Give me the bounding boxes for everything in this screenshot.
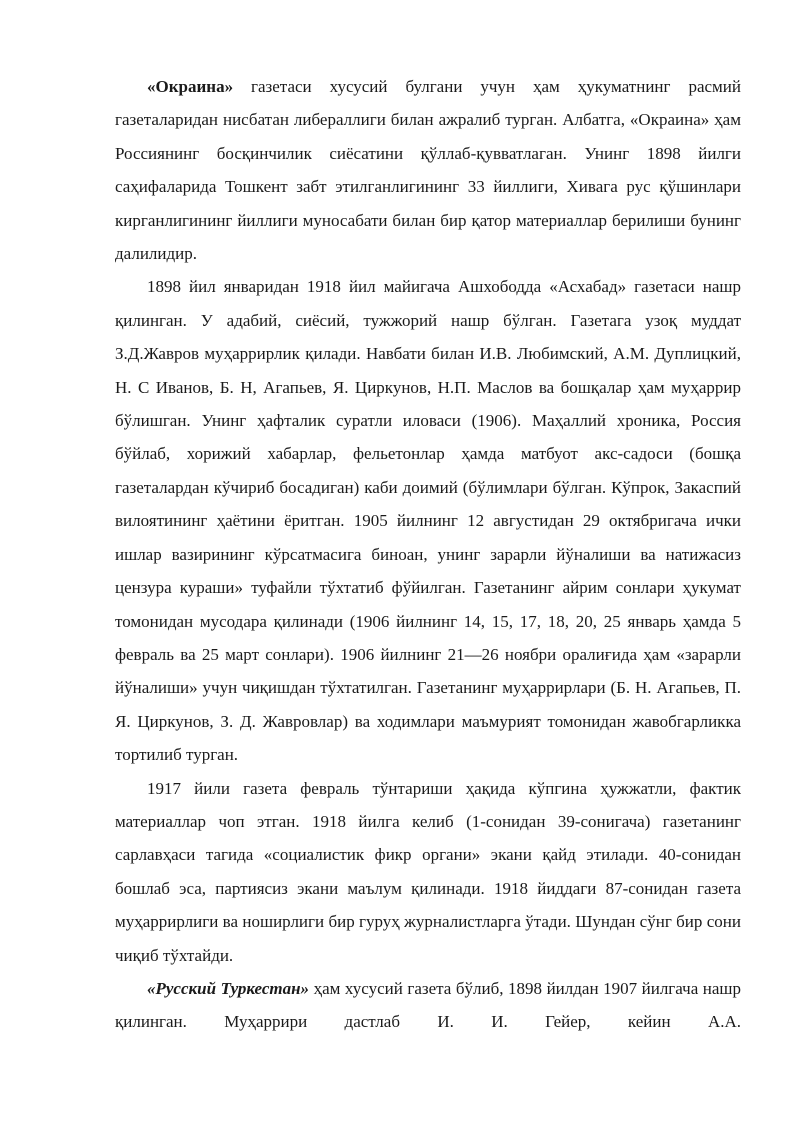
paragraph-okraina xyxy=(115,70,741,270)
paragraph-text: 1898 йил январидан 1918 йил майигача Ашхободда «Асхабад» газетаси нашр қилинган. У адабий, сиёсий, тужжорий нашр бўлган. Газетага узоқ муддат З.Д.Жавров муҳаррирлик қилади. Навбати билан И.В. Любимский, А.М. Дуплицкий, Н. С Иванов, Б. Н, Агапьев, Я. Циркунов, Н.П. Маслов ва бошқалар ҳам муҳаррир бўлишган. Унинг ҳафталик суратли иловаси (1906). Маҳаллий хроника, Россия бўйлаб, хорижий хабарлар, фельетонлар ҳамда матбуот акс-садоси (бошқа газеталардан кўчириб босадиган) каби доимий (бўлимлари бўлган. Кўпрок, Закаспий вилоятининг ҳаётини ёритган. 1905 йилнинг 12 августидан 29 октябригача ички ишлар вазирининг кўрсатмасига биноан, унинг зарарли йўналиши ва натижасиз цензура кураши» туфайли тўхтатиб фўйилган. Газетанинг айрим сонлари ҳукумат томонидан мусодара қилинади (1906 йилнинг 14, 15, 17, 18, 20, 25 январь ҳамда 5 февраль ва 25 март сонлари). 1906 йилнинг 21—26 ноябри оралиғида ҳам «зарарли йўналиши» учун чиқишдан тўхтатилган. Газетанинг муҳаррирлари (Б. Н. Агапьев, П. Я. Циркунов, З. Д. Жавровлар) ва ходимлари маъмурият томонидан жавобгарликка тортилиб турган. xyxy=(115,277,741,765)
newspaper-title-russkiy-turkestan: «Русский Туркестан» xyxy=(147,978,310,998)
body-text xyxy=(115,70,741,1039)
paragraph-text: газетаси хусусий булгани учун ҳам ҳукуматнинг расмий газеталаридан нисбатан либераллиги билан ажралиб турган. Албатга, «Окраина» ҳам Россиянинг босқинчилик сиёсатини қўллаб-қувватлаган. Унинг 1898 йилги саҳифаларида Тошкент забт этилганлигининг 33 йиллиги, Хивага рус қўшинлари кирганлигининг йиллиги муносабати билан бир қатор материаллар берилиши бунинг далилидир. xyxy=(115,77,741,264)
paragraph-russkiy-turkestan xyxy=(115,972,741,1039)
paragraph-text: ҳам хусусий газета бўлиб, 1898 йилдан 1907 йилгача нашр қилинган. Муҳаррири дастлаб И. И. Гейер, кейин А.А. xyxy=(115,978,742,1032)
paragraph-1917 xyxy=(115,772,741,972)
paragraph-text: 1917 йили газета февраль тўнтариши ҳақида кўпгина ҳужжатли, фактик материаллар чоп этган. 1918 йилга келиб (1-сонидан 39-сонигача) газетанинг сарлавҳаси тагида «социалистик фикр органи» экани қайд этилади. 40-сонидан бошлаб эса, партиясиз экани маълум қилинади. 1918 йиддаги 87-сонидан газета муҳаррирлиги ва ноширлиги бир гуруҳ журналистларга ўтади. Шундан сўнг бир сони чиқиб тўхтайди. xyxy=(115,778,741,965)
newspaper-title-okraina: «Окраина» xyxy=(147,77,234,96)
paragraph-askhabad xyxy=(115,270,741,771)
